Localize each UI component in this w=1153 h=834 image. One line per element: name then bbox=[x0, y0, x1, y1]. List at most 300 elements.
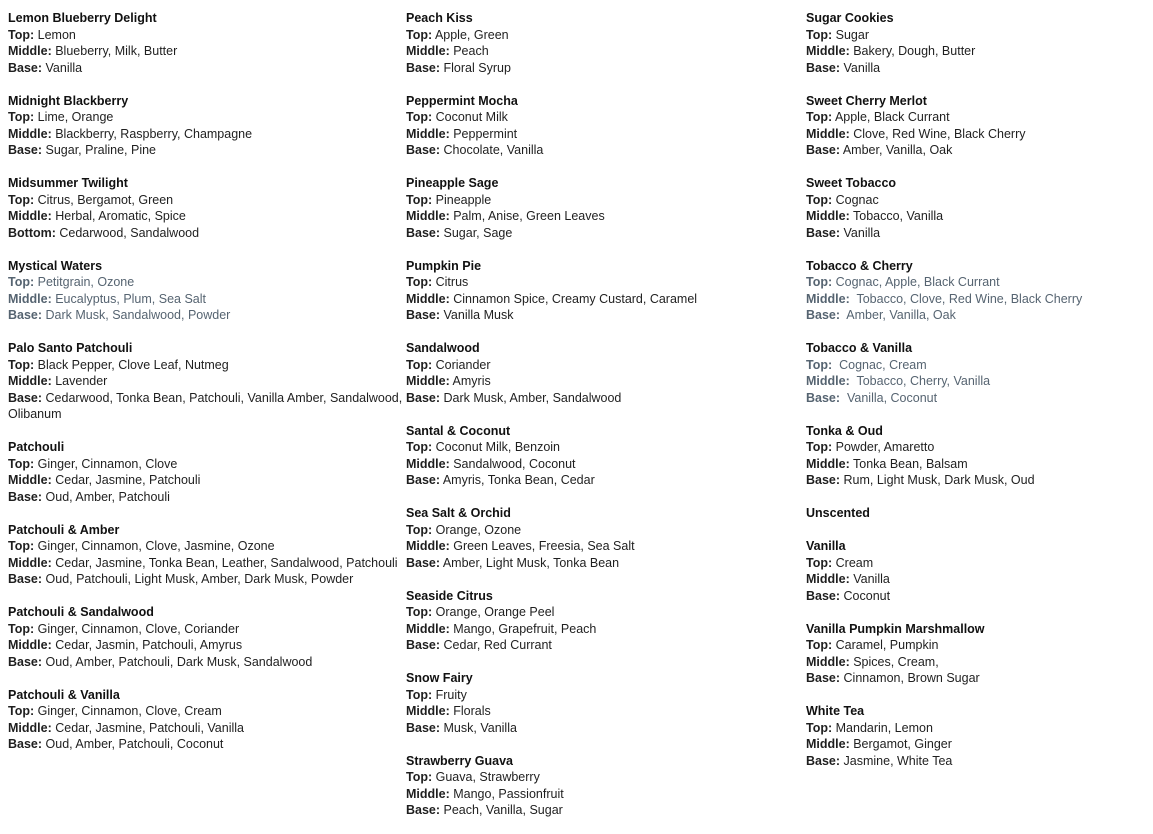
note-line bbox=[8, 60, 406, 77]
note-line bbox=[806, 60, 1151, 77]
fragrance-entry bbox=[806, 703, 1151, 769]
fragrance-title: Tonka & Oud bbox=[806, 423, 883, 438]
fragrance-title: Midnight Blackberry bbox=[8, 93, 129, 108]
note-value: Citrus bbox=[432, 275, 469, 289]
note-value: Ginger, Cinnamon, Clove, Coriander bbox=[34, 621, 240, 636]
note-label: Base: bbox=[406, 308, 441, 322]
note-value: Musk, Vanilla bbox=[440, 720, 517, 735]
note-line bbox=[8, 373, 406, 390]
note-label: Middle: bbox=[406, 539, 450, 553]
note-value: Guava, Strawberry bbox=[432, 770, 540, 784]
note-line bbox=[8, 208, 406, 225]
note-label: Top: bbox=[8, 357, 35, 372]
note-label: Middle: bbox=[806, 654, 850, 669]
note-label: Base: bbox=[406, 143, 441, 157]
note-line bbox=[406, 456, 806, 473]
fragrance-entry bbox=[806, 258, 1151, 324]
note-line bbox=[406, 390, 806, 407]
note-label: Base: bbox=[8, 308, 43, 322]
fragrance-title: Sugar Cookies bbox=[806, 11, 894, 25]
note-line bbox=[806, 439, 1151, 456]
fragrance-entry bbox=[406, 340, 806, 406]
note-value: Green Leaves, Freesia, Sea Salt bbox=[449, 539, 635, 553]
note-line bbox=[806, 555, 1151, 572]
note-value: Coconut Milk, Benzoin bbox=[432, 440, 560, 454]
note-value: Tobacco, Cherry, Vanilla bbox=[849, 374, 991, 388]
note-value: Peach bbox=[449, 44, 489, 58]
note-label: Middle: bbox=[406, 209, 450, 223]
fragrance-title: Strawberry Guava bbox=[406, 753, 513, 768]
fragrance-title: Patchouli bbox=[8, 440, 65, 454]
note-line bbox=[8, 27, 406, 44]
note-label: Middle: bbox=[406, 291, 450, 306]
note-value: Cognac, Cream bbox=[832, 357, 927, 372]
note-label: Bottom: bbox=[8, 225, 56, 240]
note-value: Coconut Milk bbox=[432, 110, 508, 124]
note-line bbox=[806, 109, 1151, 126]
fragrance-entry bbox=[406, 588, 806, 654]
note-label: Middle: bbox=[8, 44, 52, 58]
fragrance-title: Patchouli & Sandalwood bbox=[8, 605, 154, 619]
note-line bbox=[406, 307, 806, 324]
note-value: Blueberry, Milk, Butter bbox=[51, 44, 178, 58]
note-line bbox=[806, 291, 1151, 308]
note-label: Top: bbox=[406, 440, 433, 454]
note-value: Mango, Grapefruit, Peach bbox=[449, 621, 597, 636]
note-value: Bergamot, Ginger bbox=[849, 737, 952, 751]
note-line bbox=[406, 373, 806, 390]
fragrance-entry bbox=[8, 687, 406, 753]
note-label: Middle: bbox=[806, 209, 850, 223]
note-value: Orange, Ozone bbox=[432, 522, 522, 537]
fragrance-title: Tobacco & Vanilla bbox=[806, 341, 913, 355]
fragrance-title: Vanilla bbox=[806, 539, 846, 553]
note-label: Top: bbox=[8, 704, 35, 718]
fragrance-title: Santal & Coconut bbox=[406, 423, 511, 438]
fragrance-entry bbox=[406, 258, 806, 324]
note-value: Cinnamon Spice, Creamy Custard, Caramel bbox=[449, 291, 698, 306]
note-label: Top: bbox=[8, 621, 35, 636]
note-label: Middle: bbox=[8, 473, 52, 487]
note-line bbox=[806, 390, 1151, 407]
note-value: Ginger, Cinnamon, Clove, Jasmine, Ozone bbox=[34, 539, 275, 553]
note-label: Top: bbox=[806, 275, 833, 289]
note-line bbox=[406, 142, 806, 159]
note-label: Top: bbox=[806, 555, 833, 570]
note-value: Vanilla bbox=[42, 60, 83, 75]
note-line bbox=[806, 126, 1151, 143]
note-label: Middle: bbox=[806, 44, 850, 58]
note-label: Top: bbox=[806, 192, 833, 207]
note-label: Base: bbox=[806, 390, 841, 405]
note-line bbox=[8, 720, 406, 737]
note-value: Cedar, Jasmine, Patchouli, Vanilla bbox=[51, 720, 244, 735]
note-value: Apple, Green bbox=[432, 27, 509, 42]
fragrance-entry bbox=[806, 621, 1151, 687]
note-label: Top: bbox=[8, 275, 35, 289]
fragrance-entry bbox=[406, 93, 806, 159]
note-line bbox=[8, 109, 406, 126]
fragrance-entry bbox=[406, 753, 806, 819]
note-value: Coconut bbox=[840, 588, 891, 603]
note-label: Base: bbox=[806, 60, 841, 75]
note-label: Base: bbox=[806, 308, 841, 322]
note-line bbox=[406, 357, 806, 374]
note-value: Florals bbox=[449, 704, 491, 718]
fragrance-entry bbox=[406, 670, 806, 736]
note-value: Orange, Orange Peel bbox=[432, 605, 555, 619]
note-line bbox=[806, 357, 1151, 374]
note-value: Amber, Light Musk, Tonka Bean bbox=[440, 555, 620, 570]
note-value: Vanilla, Coconut bbox=[840, 390, 938, 405]
note-value: Vanilla bbox=[840, 225, 881, 240]
note-value: Floral Syrup bbox=[440, 60, 511, 75]
note-value: Mandarin, Lemon bbox=[832, 720, 933, 735]
note-label: Top: bbox=[406, 275, 433, 289]
note-label: Base: bbox=[8, 572, 43, 586]
note-label: Middle: bbox=[8, 126, 52, 141]
note-label: Base: bbox=[406, 720, 441, 735]
note-value: Vanilla bbox=[840, 60, 881, 75]
note-label: Middle: bbox=[406, 621, 450, 636]
note-label: Base: bbox=[8, 143, 43, 157]
note-line bbox=[406, 27, 806, 44]
note-label: Middle: bbox=[8, 374, 52, 388]
note-line bbox=[8, 43, 406, 60]
note-label: Top: bbox=[806, 638, 833, 652]
note-label: Middle: bbox=[8, 209, 52, 223]
note-line bbox=[406, 720, 806, 737]
note-value: Jasmine, White Tea bbox=[840, 753, 953, 768]
fragrance-title: Sweet Cherry Merlot bbox=[806, 93, 927, 108]
fragrance-entry bbox=[406, 423, 806, 489]
fragrance-entry bbox=[8, 604, 406, 670]
note-label: Base: bbox=[8, 60, 43, 75]
note-label: Top: bbox=[406, 110, 433, 124]
note-value: Sugar, Praline, Pine bbox=[42, 143, 157, 157]
note-label: Middle: bbox=[8, 720, 52, 735]
note-label: Top: bbox=[806, 440, 833, 454]
note-line bbox=[8, 621, 406, 638]
note-label: Middle: bbox=[806, 737, 850, 751]
note-value: Chocolate, Vanilla bbox=[440, 143, 544, 157]
note-line bbox=[806, 456, 1151, 473]
note-line bbox=[406, 109, 806, 126]
note-line bbox=[8, 654, 406, 671]
fragrance-title: Snow Fairy bbox=[406, 671, 473, 685]
note-value: Vanilla bbox=[849, 572, 890, 586]
note-value: Eucalyptus, Plum, Sea Salt bbox=[51, 291, 206, 306]
note-value: Lavender bbox=[51, 374, 108, 388]
fragrance-title: Pumpkin Pie bbox=[406, 258, 482, 273]
note-value: Tonka Bean, Balsam bbox=[849, 456, 968, 471]
note-label: Base: bbox=[406, 390, 441, 405]
note-label: Middle: bbox=[8, 555, 52, 570]
note-line bbox=[8, 142, 406, 159]
note-label: Top: bbox=[8, 456, 35, 471]
note-line bbox=[806, 571, 1151, 588]
fragrance-title: Sweet Tobacco bbox=[806, 176, 897, 190]
note-line bbox=[806, 225, 1151, 242]
note-line bbox=[8, 126, 406, 143]
note-label: Top: bbox=[406, 192, 433, 207]
notes-column-3 bbox=[806, 10, 1151, 834]
note-label: Middle: bbox=[806, 291, 850, 306]
fragrance-title: Peppermint Mocha bbox=[406, 93, 518, 108]
note-line bbox=[406, 802, 806, 819]
note-label: Top: bbox=[406, 27, 433, 42]
note-value: Spices, Cream, bbox=[849, 654, 939, 669]
fragrance-title: Sea Salt & Orchid bbox=[406, 506, 511, 520]
note-value: Black Pepper, Clove Leaf, Nutmeg bbox=[34, 357, 229, 372]
note-label: Base: bbox=[406, 803, 441, 817]
note-value: Amber, Vanilla, Oak bbox=[840, 308, 956, 322]
fragrance-entry bbox=[8, 175, 406, 241]
note-line bbox=[406, 439, 806, 456]
note-label: Base: bbox=[406, 473, 441, 487]
note-line bbox=[806, 588, 1151, 605]
note-line bbox=[8, 637, 406, 654]
note-line bbox=[806, 43, 1151, 60]
note-value: Tobacco, Clove, Red Wine, Black Cherry bbox=[849, 291, 1083, 306]
note-value: Bakery, Dough, Butter bbox=[849, 44, 976, 58]
note-value: Sandalwood, Coconut bbox=[449, 456, 576, 471]
note-label: Base: bbox=[8, 737, 43, 751]
note-value: Oud, Patchouli, Light Musk, Amber, Dark Musk, Powder bbox=[42, 572, 354, 586]
note-line bbox=[8, 489, 406, 506]
note-value: Dark Musk, Sandalwood, Powder bbox=[42, 308, 231, 322]
note-label: Top: bbox=[406, 605, 433, 619]
note-label: Base: bbox=[406, 638, 441, 652]
note-value: Amber, Vanilla, Oak bbox=[840, 143, 953, 157]
note-line bbox=[8, 736, 406, 753]
note-value: Cinnamon, Brown Sugar bbox=[840, 671, 980, 685]
fragrance-entry bbox=[806, 423, 1151, 489]
note-label: Top: bbox=[406, 522, 433, 537]
note-line bbox=[8, 192, 406, 209]
note-line bbox=[406, 225, 806, 242]
note-value: Herbal, Aromatic, Spice bbox=[51, 209, 186, 223]
note-label: Middle: bbox=[406, 126, 450, 141]
fragrance-entry bbox=[8, 258, 406, 324]
fragrance-title: Peach Kiss bbox=[406, 11, 473, 25]
note-value: Vanilla Musk bbox=[440, 308, 514, 322]
note-label: Base: bbox=[406, 555, 441, 570]
note-line bbox=[406, 291, 806, 308]
fragrance-entry bbox=[8, 93, 406, 159]
note-label: Middle: bbox=[806, 374, 850, 388]
note-label: Top: bbox=[8, 192, 35, 207]
note-label: Base: bbox=[406, 60, 441, 75]
note-label: Top: bbox=[806, 720, 833, 735]
note-line bbox=[8, 274, 406, 291]
note-line bbox=[8, 225, 406, 242]
fragrance-entry bbox=[8, 340, 406, 423]
note-line bbox=[406, 208, 806, 225]
note-label: Base: bbox=[8, 654, 43, 669]
note-value: Cedar, Jasmine, Tonka Bean, Leather, Sandalwood, Patchouli bbox=[51, 555, 398, 570]
note-value: Cedar, Jasmine, Patchouli bbox=[51, 473, 201, 487]
note-line bbox=[806, 192, 1151, 209]
note-line bbox=[406, 538, 806, 555]
note-line bbox=[406, 274, 806, 291]
fragrance-title: Pineapple Sage bbox=[406, 176, 499, 190]
fragrance-title: Lemon Blueberry Delight bbox=[8, 11, 157, 25]
note-line bbox=[406, 621, 806, 638]
note-line bbox=[8, 703, 406, 720]
note-value: Sugar bbox=[832, 27, 869, 42]
note-label: Base: bbox=[8, 390, 43, 405]
note-label: Middle: bbox=[8, 638, 52, 652]
note-label: Middle: bbox=[8, 291, 52, 306]
note-line bbox=[806, 142, 1151, 159]
note-line bbox=[8, 291, 406, 308]
note-line bbox=[806, 373, 1151, 390]
fragrance-title: Midsummer Twilight bbox=[8, 176, 128, 190]
note-label: Middle: bbox=[406, 456, 450, 471]
note-value: Sugar, Sage bbox=[440, 225, 513, 240]
fragrance-entry bbox=[806, 10, 1151, 76]
note-label: Middle: bbox=[806, 456, 850, 471]
note-line bbox=[8, 571, 406, 588]
note-line bbox=[806, 472, 1151, 489]
fragrance-title: Tobacco & Cherry bbox=[806, 258, 913, 273]
note-line bbox=[406, 522, 806, 539]
fragrance-entry bbox=[8, 522, 406, 588]
note-line bbox=[806, 736, 1151, 753]
note-label: Base: bbox=[8, 489, 43, 504]
note-value: Citrus, Bergamot, Green bbox=[34, 192, 174, 207]
note-line bbox=[806, 670, 1151, 687]
note-line bbox=[8, 538, 406, 555]
fragrance-entry bbox=[806, 93, 1151, 159]
note-label: Middle: bbox=[406, 44, 450, 58]
note-label: Base: bbox=[806, 671, 841, 685]
note-line bbox=[406, 60, 806, 77]
fragrance-entry bbox=[806, 175, 1151, 241]
fragrance-entry bbox=[406, 175, 806, 241]
note-value: Cedar, Jasmin, Patchouli, Amyrus bbox=[51, 638, 243, 652]
note-value: Cedarwood, Sandalwood bbox=[55, 225, 200, 240]
note-line bbox=[8, 390, 406, 423]
note-label: Middle: bbox=[406, 374, 450, 388]
fragrance-title: Seaside Citrus bbox=[406, 588, 493, 603]
note-value: Lemon bbox=[34, 27, 76, 42]
fragrance-title: Vanilla Pumpkin Marshmallow bbox=[806, 621, 985, 636]
note-value: Apple, Black Currant bbox=[832, 110, 950, 124]
note-label: Base: bbox=[806, 588, 841, 603]
note-line bbox=[8, 357, 406, 374]
note-label: Base: bbox=[806, 225, 841, 240]
note-value: Oud, Amber, Patchouli bbox=[42, 489, 170, 504]
note-line bbox=[406, 126, 806, 143]
note-line bbox=[406, 769, 806, 786]
note-value: Cognac, Apple, Black Currant bbox=[832, 275, 1000, 289]
note-line bbox=[406, 637, 806, 654]
note-line bbox=[806, 27, 1151, 44]
fragrance-title: Palo Santo Patchouli bbox=[8, 341, 133, 355]
fragrance-entry bbox=[806, 340, 1151, 406]
note-label: Top: bbox=[8, 27, 35, 42]
note-label: Base: bbox=[806, 143, 841, 157]
note-value: Fruity bbox=[432, 687, 467, 702]
note-label: Base: bbox=[806, 753, 841, 768]
note-value: Amyris, Tonka Bean, Cedar bbox=[440, 473, 595, 487]
note-value: Petitgrain, Ozone bbox=[34, 275, 135, 289]
note-label: Top: bbox=[806, 110, 833, 124]
note-value: Cedar, Red Currant bbox=[440, 638, 552, 652]
note-label: Top: bbox=[8, 539, 35, 553]
note-value: Coriander bbox=[432, 357, 491, 372]
note-value: Caramel, Pumpkin bbox=[832, 638, 939, 652]
note-value: Blackberry, Raspberry, Champagne bbox=[51, 126, 253, 141]
note-value: Peppermint bbox=[449, 126, 518, 141]
note-line bbox=[406, 43, 806, 60]
note-line bbox=[806, 720, 1151, 737]
note-line bbox=[406, 786, 806, 803]
note-value: Dark Musk, Amber, Sandalwood bbox=[440, 390, 622, 405]
note-value: Amyris bbox=[449, 374, 491, 388]
note-value: Pineapple bbox=[432, 192, 492, 207]
note-line bbox=[8, 472, 406, 489]
note-line bbox=[8, 555, 406, 572]
fragrance-entry bbox=[806, 538, 1151, 604]
note-value: Powder, Amaretto bbox=[832, 440, 935, 454]
note-label: Top: bbox=[406, 687, 433, 702]
fragrance-title: White Tea bbox=[806, 704, 865, 718]
note-value: Rum, Light Musk, Dark Musk, Oud bbox=[840, 473, 1035, 487]
note-line bbox=[406, 555, 806, 572]
fragrance-entry bbox=[806, 505, 1151, 522]
fragrance-title: Unscented bbox=[806, 506, 870, 520]
note-line bbox=[8, 307, 406, 324]
fragrance-entry bbox=[8, 439, 406, 505]
note-label: Top: bbox=[406, 357, 433, 372]
note-label: Middle: bbox=[806, 572, 850, 586]
note-line bbox=[806, 307, 1151, 324]
fragrance-entry bbox=[406, 10, 806, 76]
note-value: Peach, Vanilla, Sugar bbox=[440, 803, 563, 817]
note-value: Clove, Red Wine, Black Cherry bbox=[849, 126, 1026, 141]
note-label: Top: bbox=[406, 770, 433, 784]
fragrance-title: Mystical Waters bbox=[8, 258, 103, 273]
note-label: Top: bbox=[806, 27, 833, 42]
note-label: Middle: bbox=[406, 704, 450, 718]
note-line bbox=[406, 703, 806, 720]
note-value: Cognac bbox=[832, 192, 879, 207]
note-line bbox=[406, 604, 806, 621]
note-value: Cream bbox=[832, 555, 874, 570]
note-line bbox=[806, 274, 1151, 291]
note-value: Oud, Amber, Patchouli, Coconut bbox=[42, 737, 224, 751]
note-value: Mango, Passionfruit bbox=[449, 786, 564, 801]
note-line bbox=[406, 472, 806, 489]
note-value: Ginger, Cinnamon, Clove bbox=[34, 456, 178, 471]
note-line bbox=[806, 637, 1151, 654]
notes-column-2 bbox=[406, 10, 806, 834]
fragrance-entry bbox=[406, 505, 806, 571]
fragrance-title: Sandalwood bbox=[406, 341, 480, 355]
note-label: Base: bbox=[406, 225, 441, 240]
note-value: Palm, Anise, Green Leaves bbox=[449, 209, 605, 223]
note-line bbox=[806, 654, 1151, 671]
note-value: Lime, Orange bbox=[34, 110, 114, 124]
note-value: Oud, Amber, Patchouli, Dark Musk, Sandalwood bbox=[42, 654, 313, 669]
note-line bbox=[806, 208, 1151, 225]
fragrance-title: Patchouli & Amber bbox=[8, 522, 120, 537]
note-value: Ginger, Cinnamon, Clove, Cream bbox=[34, 704, 222, 718]
note-label: Middle: bbox=[406, 786, 450, 801]
